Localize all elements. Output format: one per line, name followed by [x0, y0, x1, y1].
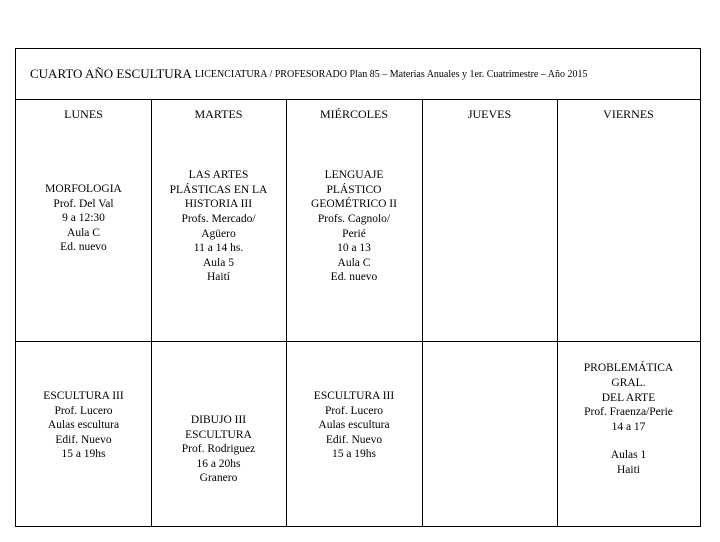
cell-line: ESCULTURA III	[313, 390, 395, 403]
schedule-cell	[557, 327, 700, 512]
cell-line: DEL ARTE	[601, 391, 656, 404]
cell-line: GRAL.	[611, 377, 646, 390]
cell-line: 16 a 20hs	[196, 457, 241, 470]
cell-line: MORFOLOGIA	[45, 183, 122, 196]
schedule-cell	[422, 128, 557, 341]
schedule-title	[16, 49, 700, 100]
schedule-cell	[151, 120, 286, 333]
cell-line: ESCULTURA III	[43, 390, 124, 403]
cell-line: LENGUAJE	[324, 169, 384, 182]
cell-line: LAS ARTES	[188, 169, 249, 182]
cell-line: HISTORIA III	[184, 198, 253, 211]
cell-line: Prof. Fraenza/Perie	[584, 406, 673, 419]
cell-line: PLÁSTICO	[326, 183, 382, 196]
cell-line: Aula 5	[203, 256, 234, 269]
cell-line: Perié	[342, 227, 366, 240]
cell-line: Aula C	[337, 256, 371, 269]
cell-line: Aulas 1	[610, 449, 647, 462]
schedule-cell	[286, 120, 422, 333]
cell-line: Haiti	[617, 463, 640, 476]
cell-line: 15 a 19hs	[331, 448, 377, 461]
schedule-cell	[151, 357, 286, 542]
schedule-table	[15, 48, 701, 527]
cell-line: Prof. Del Val	[53, 197, 114, 210]
cell-line: 9 a 12:30	[62, 212, 105, 225]
title-sub: LICENCIATURA / PROFESORADO Plan 85 – Materias Anuales y 1er. Cuatrimestre – Año 2015	[194, 68, 588, 80]
cell-line: PLÁSTICAS EN LA	[169, 183, 268, 196]
day-header: MARTES	[194, 106, 243, 121]
schedule-cell	[16, 333, 151, 518]
cell-line: Edif. Nuevo	[55, 433, 112, 446]
cell-line: Aulas escultura	[318, 419, 390, 432]
cell-line: ESCULTURA	[185, 428, 252, 441]
cell-line: PROBLEMÁTICA	[583, 362, 674, 375]
cell-line: Ed. nuevo	[60, 241, 107, 254]
title-main: CUARTO AÑO ESCULTURA	[30, 66, 192, 81]
cell-line: Aulas escultura	[47, 419, 120, 432]
cell-line: Prof. Rodriguez	[181, 443, 256, 456]
schedule-cell	[557, 128, 700, 341]
schedule-grid	[16, 100, 700, 526]
cell-line: 14 a 17	[611, 420, 646, 433]
cell-line: Agüero	[201, 227, 236, 240]
schedule-cell	[286, 333, 422, 518]
day-header: MIÉRCOLES	[319, 106, 388, 121]
schedule-cell	[422, 341, 557, 526]
cell-line: GEOMÉTRICO II	[311, 198, 397, 211]
cell-line: Aula C	[67, 226, 100, 239]
cell-line: DIBUJO III	[190, 414, 247, 427]
cell-line: Ed. nuevo	[330, 271, 378, 284]
schedule-cell	[16, 112, 151, 325]
cell-line: 11 a 14 hs.	[193, 242, 244, 255]
cell-line: Haití	[207, 271, 230, 284]
cell-line: Prof. Lucero	[324, 404, 384, 417]
cell-line: Prof. Lucero	[54, 404, 113, 417]
cell-line: Edif. Nuevo	[325, 433, 383, 446]
cell-line: Profs. Mercado/	[181, 212, 256, 225]
day-header: JUEVES	[467, 106, 512, 121]
day-header: LUNES	[64, 106, 103, 121]
day-header: VIERNES	[603, 106, 654, 121]
cell-line: 15 a 19hs	[61, 448, 106, 461]
cell-line: Profs. Cagnolo/	[317, 212, 391, 225]
cell-line: Granero	[199, 472, 238, 485]
cell-line: 10 a 13	[337, 242, 371, 255]
